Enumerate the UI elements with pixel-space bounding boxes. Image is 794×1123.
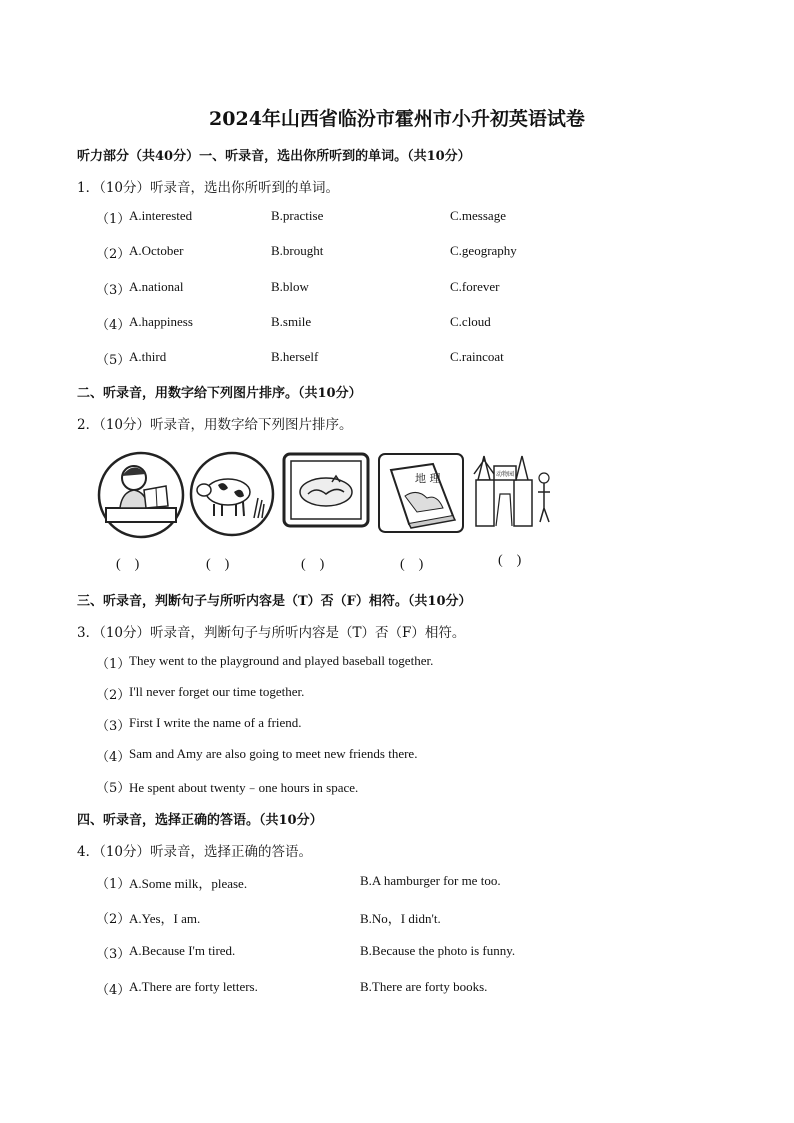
page-title: 2024年山西省临汾市霍州市小升初英语试卷 xyxy=(209,108,585,130)
q1-option-c: C.cloud xyxy=(450,314,491,329)
q1-option-a: A.happiness xyxy=(129,314,193,329)
section1-header: 听力部分（共40分）一、听录音，选出你所听到的单词。（共10分） xyxy=(77,149,471,164)
q1-row-number: （1） xyxy=(96,212,131,227)
q3-item-number: （3） xyxy=(96,719,131,734)
q4-option-a: A.Some milk，please. xyxy=(129,876,248,891)
q1-stem: 1．（10分）听录音，选出你所听到的单词。 xyxy=(77,180,340,196)
q3-item-text: He spent about twenty﹣one hours in space. xyxy=(129,780,359,795)
q3-item-number: （2） xyxy=(96,688,131,703)
answer-blank[interactable]: ( ) xyxy=(400,557,424,572)
q1-option-a: A.interested xyxy=(129,208,193,223)
q1-option-c: C.forever xyxy=(450,279,500,294)
q1-option-b: B.smile xyxy=(271,314,312,329)
section3-header: 三、听录音，判断句子与所听内容是（T）否（F）相符。（共10分） xyxy=(77,594,472,609)
q1-option-c: C.geography xyxy=(450,243,517,258)
q1-option-a: A.October xyxy=(129,243,184,258)
q4-option-b: B.A hamburger for me too. xyxy=(360,873,501,888)
q4-option-a: A.There are forty letters. xyxy=(129,979,258,994)
q4-option-b: B.No，I didn't. xyxy=(360,911,441,926)
zoo-gate-icon xyxy=(470,450,558,536)
answer-blank[interactable]: ( ) xyxy=(206,557,230,572)
q4-row-number: （1） xyxy=(96,877,131,892)
q4-option-b: B.Because the photo is funny. xyxy=(360,943,516,958)
q2-stem: 2．（10分）听录音，用数字给下列图片排序。 xyxy=(77,417,353,433)
q3-item-text: They went to the playground and played baseball together. xyxy=(129,653,434,668)
book-label: 地 理 xyxy=(415,472,441,485)
q4-stem: 4．（10分）听录音，选择正确的答语。 xyxy=(77,844,313,860)
geography-book-icon xyxy=(377,450,465,536)
q1-row-number: （4） xyxy=(96,318,131,333)
boy-reading-icon xyxy=(96,450,186,540)
q3-item-number: （1） xyxy=(96,657,131,672)
q1-option-b: B.brought xyxy=(271,243,324,258)
q4-option-b: B.There are forty books. xyxy=(360,979,488,994)
q4-row-number: （3） xyxy=(96,947,131,962)
q1-option-a: A.national xyxy=(129,279,184,294)
q1-option-c: C.message xyxy=(450,208,506,223)
q3-item-number: （5） xyxy=(96,781,131,796)
q1-option-b: B.herself xyxy=(271,349,319,364)
q1-option-b: B.blow xyxy=(271,279,309,294)
painting-icon xyxy=(282,450,370,530)
q4-option-a: A.Because I'm tired. xyxy=(129,943,236,958)
section2-header: 二、听录音，用数字给下列图片排序。（共10分） xyxy=(77,386,362,401)
q1-option-b: B.practise xyxy=(271,208,324,223)
q4-row-number: （2） xyxy=(96,912,131,927)
q1-option-a: A.third xyxy=(129,349,167,364)
q4-option-a: A.Yes，I am. xyxy=(129,911,201,926)
answer-blank[interactable]: ( ) xyxy=(301,557,325,572)
q3-item-text: I'll never forget our time together. xyxy=(129,684,305,699)
cow-icon xyxy=(188,450,276,538)
q3-stem: 3．（10分）听录音，判断句子与所听内容是（T）否（F）相符。 xyxy=(77,625,466,641)
answer-blank[interactable]: ( ) xyxy=(116,557,140,572)
q1-row-number: （5） xyxy=(96,353,131,368)
q3-item-text: First I write the name of a friend. xyxy=(129,715,302,730)
q4-row-number: （4） xyxy=(96,983,131,998)
q1-row-number: （3） xyxy=(96,283,131,298)
q3-item-number: （4） xyxy=(96,750,131,765)
q1-option-c: C.raincoat xyxy=(450,349,504,364)
answer-blank[interactable]: ( ) xyxy=(498,553,522,568)
section4-header: 四、听录音，选择正确的答语。（共10分） xyxy=(77,813,323,828)
zoo-sign: 动物园 xyxy=(496,471,515,478)
q1-row-number: （2） xyxy=(96,247,131,262)
q3-item-text: Sam and Amy are also going to meet new friends there. xyxy=(129,746,418,761)
